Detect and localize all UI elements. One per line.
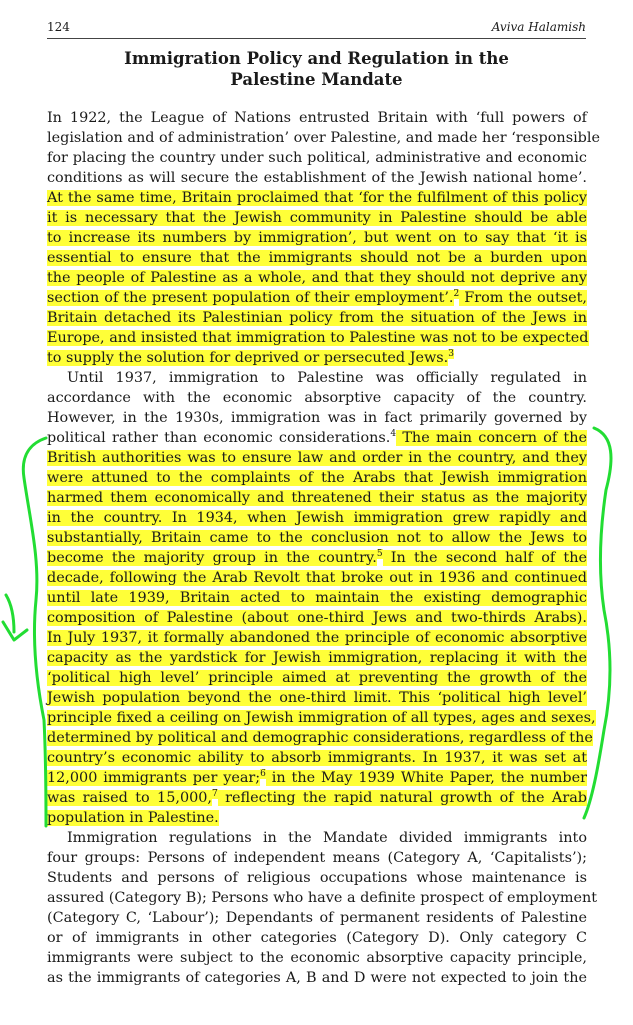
text-line <box>47 708 596 728</box>
plain-text: legislation and of administration’ over Palestine, and made her ‘responsible <box>47 130 601 146</box>
footnote-marker: 7 <box>211 789 218 800</box>
text-line <box>47 208 587 228</box>
text-line <box>47 268 587 288</box>
text-line <box>47 688 587 708</box>
text-line <box>47 168 587 188</box>
text-line <box>47 948 587 968</box>
text-line <box>47 128 601 148</box>
left-arrow-head <box>3 622 27 640</box>
text-line <box>47 328 587 348</box>
text-line <box>47 248 587 268</box>
page-number: 124 <box>47 20 70 34</box>
footnote-marker: 4 <box>390 429 397 440</box>
highlighted-text: ‘political high level’ principle aimed at preventing the growth of the <box>47 670 587 686</box>
text-line <box>47 628 587 648</box>
footnote-marker: 3 <box>448 349 454 360</box>
text-line <box>47 488 587 508</box>
left-arrow-shaft <box>6 595 14 632</box>
text-line <box>47 908 587 928</box>
highlighted-text: principle fixed a ceiling on Jewish immigration of all types, ages and sexes, <box>47 710 596 726</box>
text-line <box>47 288 587 308</box>
highlighted-text: In the second half of the <box>382 550 587 566</box>
text-line <box>47 808 587 828</box>
title-line-2: Palestine Mandate <box>230 70 403 89</box>
left-bracket-mark <box>23 438 46 826</box>
section-title <box>47 48 586 90</box>
text-line <box>47 388 587 408</box>
text-line <box>47 768 587 788</box>
text-line <box>47 108 587 128</box>
highlighted-text: Britain detached its Palestinian policy from the situation of the Jews in <box>47 310 587 326</box>
text-line <box>47 368 587 388</box>
highlighted-text: substantially, Britain came to the conclusion not to allow the Jews to <box>47 530 587 546</box>
highlighted-text: composition of Palestine (about one-third Jews and two-thirds Arabs). <box>47 610 587 626</box>
highlighted-text: determined by political and demographic considerations, regardless of the <box>47 730 593 746</box>
highlighted-text: The main concern of the <box>396 430 587 446</box>
highlighted-text: Europe, and insisted that immigration to Palestine was not to be expected <box>47 330 589 346</box>
plain-text: Until 1937, immigration to Palestine was officially regulated in <box>67 370 587 386</box>
highlighted-text: in the May 1939 White Paper, the number <box>265 770 587 786</box>
text-line <box>47 348 587 368</box>
right-bracket-mark <box>584 428 611 818</box>
text-line <box>47 828 587 848</box>
highlighted-text: become the majority group in the country. <box>47 550 377 566</box>
highlighted-text: was raised to 15,000, <box>47 790 212 806</box>
plain-text: However, in the 1930s, immigration was in fact primarily governed by <box>47 410 587 426</box>
text-line <box>47 228 587 248</box>
text-line <box>47 748 587 768</box>
title-line-1: Immigration Policy and Regulation in the <box>124 49 509 68</box>
text-line <box>47 888 598 908</box>
text-line <box>47 468 587 488</box>
highlighted-text: At the same time, Britain proclaimed that ‘for the fulfilment of this policy <box>47 190 587 206</box>
text-line <box>47 588 587 608</box>
plain-text: for placing the country under such political, administrative and economic <box>47 150 587 166</box>
plain-text: Students and persons of religious occupations whose maintenance is <box>47 870 587 886</box>
text-line <box>47 188 587 208</box>
text-line <box>47 648 587 668</box>
highlighted-text: In July 1937, it formally abandoned the principle of economic absorptive <box>47 630 587 646</box>
text-line <box>47 528 587 548</box>
plain-text: accordance with the economic absorptive capacity of the country. <box>47 390 587 406</box>
plain-text: conditions as will secure the establishment of the Jewish national home’. <box>47 170 587 186</box>
text-line <box>47 308 587 328</box>
text-line <box>47 728 593 748</box>
highlighted-text: it is necessary that the Jewish community in Palestine should be able <box>47 210 587 226</box>
text-line <box>47 848 587 868</box>
text-line <box>47 668 587 688</box>
plain-text: In 1922, the League of Nations entrusted Britain with ‘full powers of <box>47 110 587 126</box>
text-line <box>47 548 587 568</box>
highlighted-text: until late 1939, Britain acted to maintain the existing demographic <box>47 590 587 606</box>
highlighted-text: to supply the solution for deprived or persecuted Jews. <box>47 350 449 366</box>
highlighted-text: 12,000 immigrants per year; <box>47 770 261 786</box>
plain-text: as the immigrants of categories A, B and D were not expected to join the <box>47 970 587 986</box>
highlighted-text: in the country. In 1934, when Jewish immigration grew rapidly and <box>47 510 587 526</box>
text-line <box>47 448 587 468</box>
text-line <box>47 408 587 428</box>
footnote-marker: 5 <box>376 549 383 560</box>
highlighted-text: essential to ensure that the immigrants should not be a burden upon <box>47 250 587 266</box>
running-author: Aviva Halamish <box>491 20 586 34</box>
highlighted-text: From the outset, <box>459 290 587 306</box>
text-line <box>47 928 587 948</box>
footnote-marker: 6 <box>260 769 266 780</box>
plain-text: or of immigrants in other categories (Category D). Only category C <box>47 930 587 946</box>
text-line <box>47 968 587 988</box>
plain-text: immigrants were subject to the economic absorptive capacity principle, <box>47 950 587 966</box>
plain-text: four groups: Persons of independent means (Category A, ‘Capitalists’); <box>47 850 587 866</box>
plain-text: political rather than economic considerations. <box>47 430 391 446</box>
text-line <box>47 428 587 448</box>
highlighted-text: the people of Palestine as a whole, and that they should not deprive any <box>47 270 587 286</box>
running-header <box>47 18 586 39</box>
text-line <box>47 508 587 528</box>
plain-text: (Category C, ‘Labour’); Dependants of permanent residents of Palestine <box>47 910 587 926</box>
plain-text: Immigration regulations in the Mandate divided immigrants into <box>67 830 587 846</box>
highlighted-text: section of the present population of their employment’. <box>47 290 454 306</box>
text-line <box>47 608 587 628</box>
text-line <box>47 788 587 808</box>
highlighted-text: country’s economic ability to absorb immigrants. In 1937, it was set at <box>47 750 587 766</box>
highlighted-text: to increase its numbers by immigration’, but went on to say that ‘it is <box>47 230 587 246</box>
highlighted-text: harmed them economically and threatened their status as the majority <box>47 490 587 506</box>
body-text <box>47 108 601 988</box>
footnote-marker: 2 <box>453 289 460 300</box>
text-line <box>47 868 587 888</box>
text-line <box>47 568 587 588</box>
highlighted-text: were attuned to the complaints of the Arabs that Jewish immigration <box>47 470 587 486</box>
highlighted-text: British authorities was to ensure law and order in the country, and they <box>47 450 587 466</box>
highlighted-text: decade, following the Arab Revolt that broke out in 1936 and continued <box>47 570 587 586</box>
text-line <box>47 148 587 168</box>
highlighted-text: reflecting the rapid natural growth of the Arab <box>217 790 587 806</box>
highlighted-text: Jewish population beyond the one-third limit. This ‘political high level’ <box>47 690 587 706</box>
plain-text: assured (Category B); Persons who have a definite prospect of employment <box>47 890 598 906</box>
highlighted-text: population in Palestine. <box>47 810 219 826</box>
highlighted-text: capacity as the yardstick for Jewish immigration, replacing it with the <box>47 650 587 666</box>
